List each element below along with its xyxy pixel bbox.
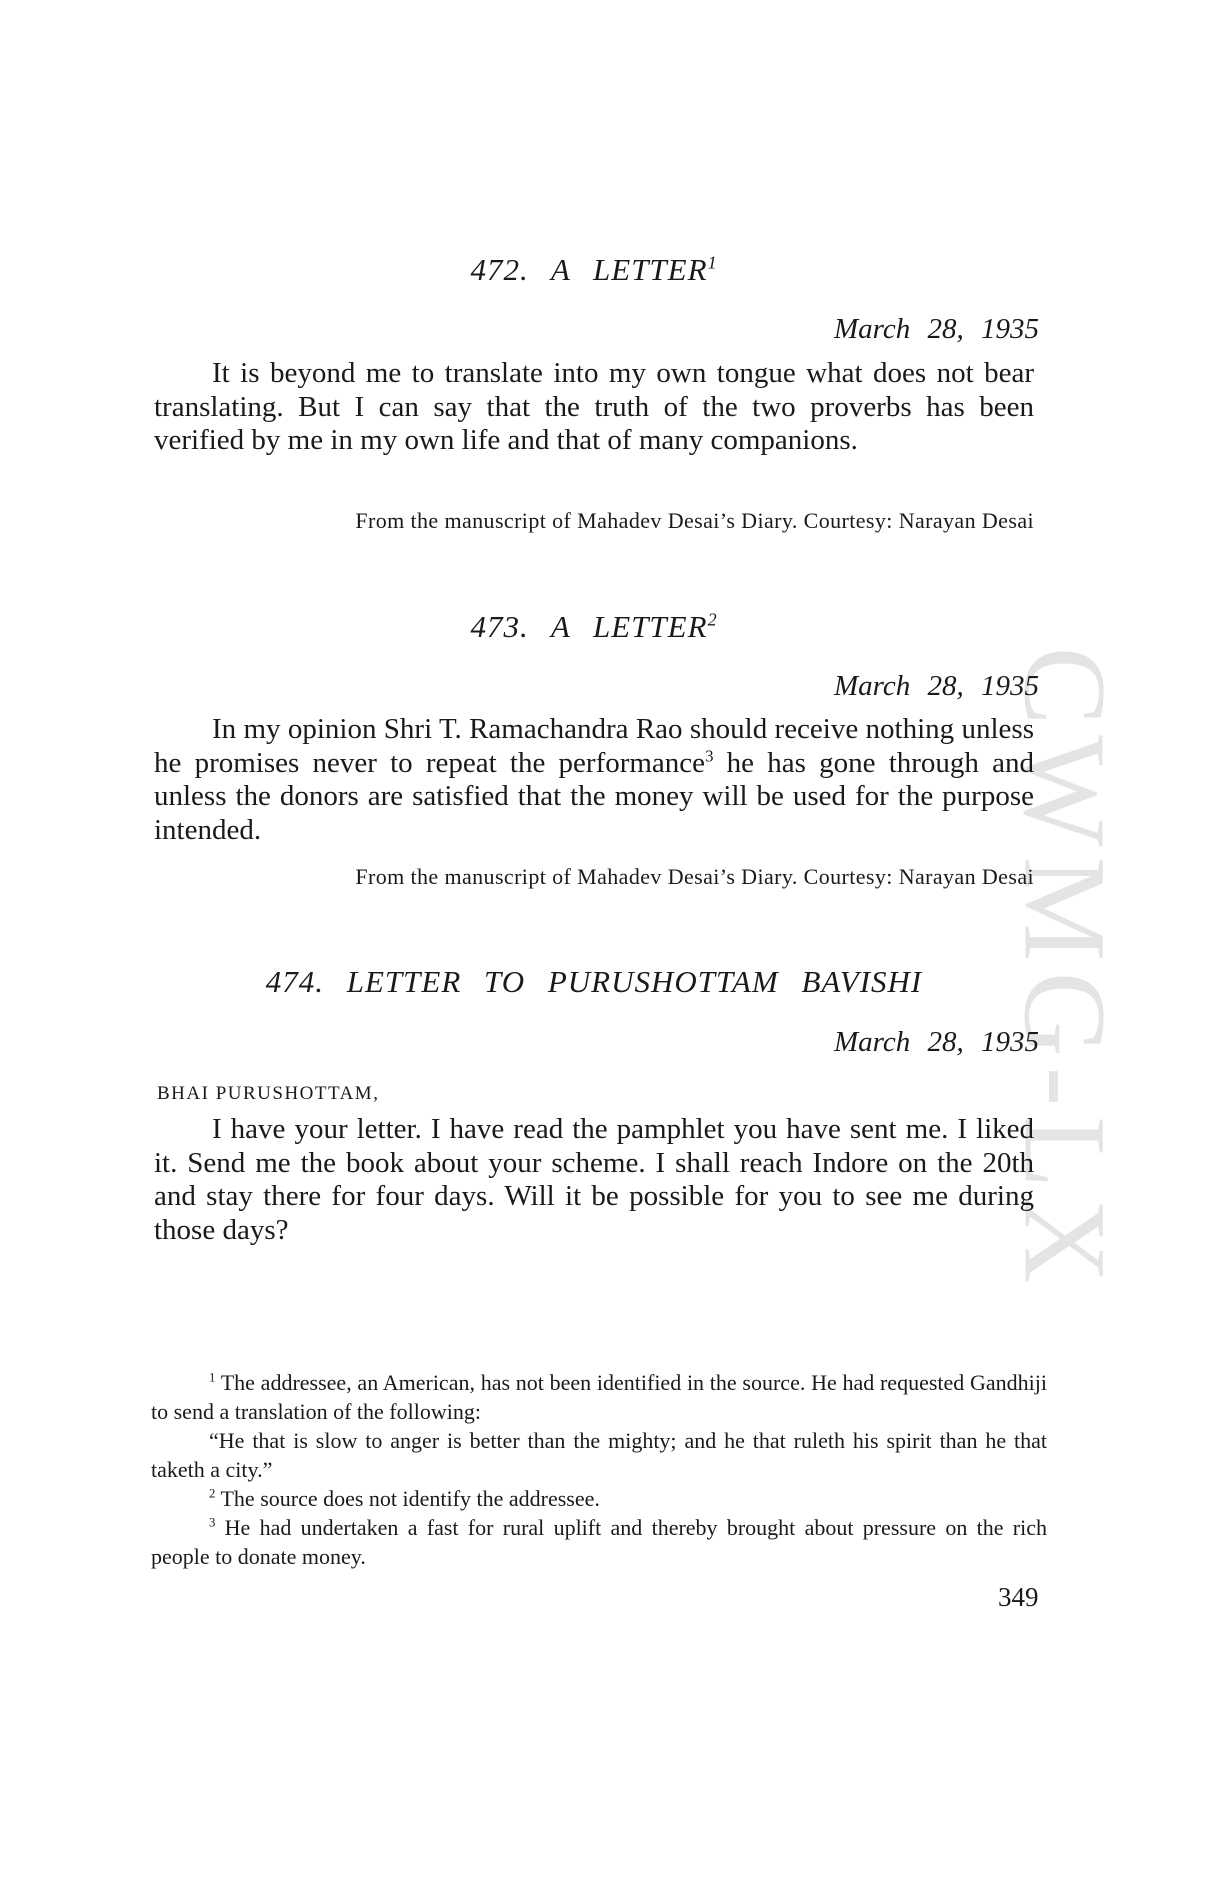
- letter-body-472: [154, 357, 1034, 458]
- footnote-text: The addressee, an American, has not been identified in the source. He had requested Gandhiji to send a translation of the following:: [151, 1370, 1048, 1424]
- letter-date-474: March 28, 1935: [834, 1026, 1039, 1058]
- body-text: In my opinion Shri T. Ramachandra Rao should receive nothing unless he promises never to repeat the performance: [154, 713, 1034, 779]
- footnote-ref: 2: [707, 609, 718, 630]
- letter-heading-473: [154, 609, 1034, 645]
- footnote-number: 1: [209, 1370, 216, 1385]
- letter-source-473: From the manuscript of Mahadev Desai’s Diary. Courtesy: Narayan Desai: [355, 864, 1034, 889]
- letter-body-474: [154, 1113, 1034, 1247]
- footnote-2: [151, 1484, 1047, 1513]
- watermark-text: CWMG-LX: [999, 646, 1130, 1294]
- heading-text: 472. A LETTER: [470, 252, 708, 287]
- footnote-text: He had undertaken a fast for rural uplift and thereby brought about pressure on the rich people to donate money.: [151, 1515, 1047, 1569]
- page-number: 349: [998, 1582, 1039, 1612]
- letter-heading-472: [154, 252, 1034, 288]
- body-text-continued: he has gone through and unless the donors are satisfied that the money will be used for the purpose intended.: [154, 746, 1034, 846]
- footnote-3: [151, 1513, 1047, 1571]
- body-text: I have your letter. I have read the pamphlet you have sent me. I liked it. Send me the book about your scheme. I shall reach Indore on the 20th and stay there for four days. Will it be possible for you to see me during those days?: [154, 1113, 1034, 1246]
- letter-salutation: BHAI PURUSHOTTAM,: [157, 1083, 380, 1104]
- footnote-ref: 1: [707, 252, 718, 273]
- letter-heading-474: [154, 964, 1034, 1000]
- heading-text: 473. A LETTER: [470, 609, 708, 644]
- footnotes: [151, 1368, 1047, 1571]
- letter-source-472: From the manuscript of Mahadev Desai’s Diary. Courtesy: Narayan Desai: [355, 508, 1034, 533]
- heading-text: 474. LETTER TO PURUSHOTTAM BAVISHI: [265, 964, 923, 999]
- footnote-1-quote: [151, 1426, 1047, 1484]
- footnote-text: The source does not identify the addressee.: [220, 1486, 600, 1511]
- footnote-number: 2: [209, 1486, 216, 1501]
- body-text: It is beyond me to translate into my own tongue what does not bear translating. But I can say that the truth of the two proverbs has been verified by me in my own life and that of many companions.: [154, 357, 1034, 456]
- letter-body-473: [154, 713, 1034, 847]
- footnote-text: “He that is slow to anger is better than the mighty; and he that ruleth his spirit than he that taketh a city.”: [151, 1428, 1047, 1482]
- footnote-ref: 3: [705, 745, 714, 765]
- letter-date-473: March 28, 1935: [834, 670, 1039, 702]
- footnote-number: 3: [209, 1515, 216, 1530]
- footnote-1: [151, 1368, 1047, 1426]
- letter-date-472: March 28, 1935: [834, 313, 1039, 345]
